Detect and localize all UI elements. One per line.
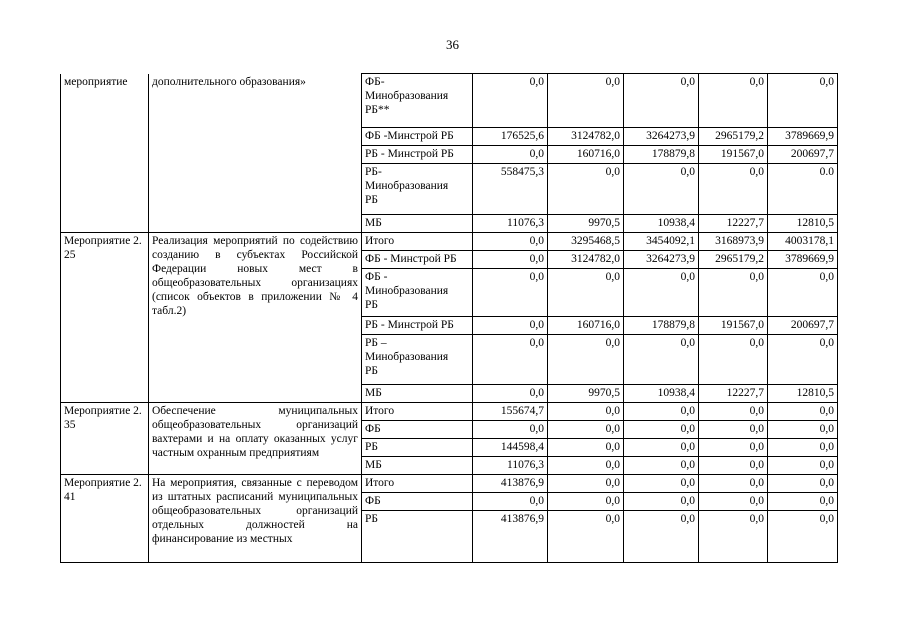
amount-cell-year-3: 0,0 bbox=[624, 74, 699, 128]
amount-cell-year-3: 0,0 bbox=[624, 439, 699, 457]
amount-cell-year-3: 178879,8 bbox=[624, 146, 699, 164]
amount-cell-year-4: 0,0 bbox=[699, 335, 768, 385]
amount-cell-year-1: 0,0 bbox=[473, 269, 548, 317]
amount-cell-year-5: 12810,5 bbox=[768, 215, 838, 233]
amount-cell-year-4: 0,0 bbox=[699, 475, 768, 493]
amount-cell-year-1: 0,0 bbox=[473, 421, 548, 439]
amount-cell-year-4: 0,0 bbox=[699, 457, 768, 475]
amount-cell-year-5: 0,0 bbox=[768, 475, 838, 493]
funding-source: Итого bbox=[362, 475, 473, 493]
amount-cell-year-4: 0,0 bbox=[699, 403, 768, 421]
funding-source: РБ - Минстрой РБ bbox=[362, 146, 473, 164]
amount-cell-year-5: 4003178,1 bbox=[768, 233, 838, 251]
amount-cell-year-4: 0,0 bbox=[699, 421, 768, 439]
amount-cell-year-1: 413876,9 bbox=[473, 511, 548, 563]
amount-cell-year-2: 0,0 bbox=[548, 475, 624, 493]
amount-cell-year-5: 0,0 bbox=[768, 421, 838, 439]
amount-cell-year-1: 0,0 bbox=[473, 146, 548, 164]
amount-cell-year-2: 0,0 bbox=[548, 335, 624, 385]
table-row bbox=[61, 74, 838, 128]
amount-cell-year-4: 0,0 bbox=[699, 269, 768, 317]
amount-cell-year-5: 0,0 bbox=[768, 511, 838, 563]
amount-cell-year-1: 0,0 bbox=[473, 251, 548, 269]
amount-cell-year-5: 200697,7 bbox=[768, 146, 838, 164]
activity-name: Мероприятие 2.41 bbox=[61, 475, 149, 563]
funding-source: РБ- Минобразования РБ bbox=[362, 164, 473, 215]
amount-cell-year-2: 0,0 bbox=[548, 269, 624, 317]
financing-table bbox=[60, 73, 838, 563]
amount-cell-year-1: 0,0 bbox=[473, 493, 548, 511]
funding-source: ФБ bbox=[362, 421, 473, 439]
amount-cell-year-4: 12227,7 bbox=[699, 385, 768, 403]
amount-cell-year-5: 3789669,9 bbox=[768, 251, 838, 269]
amount-cell-year-4: 0,0 bbox=[699, 511, 768, 563]
amount-cell-year-5: 3789669,9 bbox=[768, 128, 838, 146]
funding-source: Итого bbox=[362, 403, 473, 421]
amount-cell-year-2: 0,0 bbox=[548, 164, 624, 215]
amount-cell-year-4: 191567,0 bbox=[699, 317, 768, 335]
amount-cell-year-2: 0,0 bbox=[548, 493, 624, 511]
table-body bbox=[61, 74, 838, 563]
amount-cell-year-5: 0,0 bbox=[768, 403, 838, 421]
amount-cell-year-5: 0,0 bbox=[768, 269, 838, 317]
amount-cell-year-3: 3264273,9 bbox=[624, 128, 699, 146]
page-number: 36 bbox=[446, 37, 459, 52]
amount-cell-year-2: 0,0 bbox=[548, 421, 624, 439]
amount-cell-year-2: 0,0 bbox=[548, 511, 624, 563]
amount-cell-year-2: 9970,5 bbox=[548, 215, 624, 233]
amount-cell-year-1: 558475,3 bbox=[473, 164, 548, 215]
amount-cell-year-1: 0,0 bbox=[473, 385, 548, 403]
amount-cell-year-3: 0,0 bbox=[624, 164, 699, 215]
funding-source: РБ bbox=[362, 511, 473, 563]
amount-cell-year-5: 0,0 bbox=[768, 335, 838, 385]
amount-cell-year-5: 0,0 bbox=[768, 493, 838, 511]
amount-cell-year-3: 0,0 bbox=[624, 335, 699, 385]
funding-source: МБ bbox=[362, 385, 473, 403]
amount-cell-year-2: 3124782,0 bbox=[548, 251, 624, 269]
amount-cell-year-2: 160716,0 bbox=[548, 146, 624, 164]
amount-cell-year-3: 0,0 bbox=[624, 511, 699, 563]
amount-cell-year-1: 0,0 bbox=[473, 317, 548, 335]
amount-cell-year-3: 0,0 bbox=[624, 475, 699, 493]
activity-name: Мероприятие 2.25 bbox=[61, 233, 149, 403]
table-row bbox=[61, 475, 838, 493]
amount-cell-year-4: 0,0 bbox=[699, 439, 768, 457]
amount-cell-year-3: 178879,8 bbox=[624, 317, 699, 335]
amount-cell-year-3: 3264273,9 bbox=[624, 251, 699, 269]
funding-source: ФБ - Минстрой РБ bbox=[362, 251, 473, 269]
amount-cell-year-3: 10938,4 bbox=[624, 385, 699, 403]
amount-cell-year-2: 3124782,0 bbox=[548, 128, 624, 146]
amount-cell-year-5: 12810,5 bbox=[768, 385, 838, 403]
amount-cell-year-4: 2965179,2 bbox=[699, 251, 768, 269]
amount-cell-year-4: 2965179,2 bbox=[699, 128, 768, 146]
amount-cell-year-4: 12227,7 bbox=[699, 215, 768, 233]
amount-cell-year-5: 0.0 bbox=[768, 164, 838, 215]
amount-cell-year-1: 11076,3 bbox=[473, 457, 548, 475]
activity-name: Мероприятие 2.35 bbox=[61, 403, 149, 475]
amount-cell-year-1: 0,0 bbox=[473, 233, 548, 251]
funding-source: РБ - Минстрой РБ bbox=[362, 317, 473, 335]
funding-source: МБ bbox=[362, 457, 473, 475]
table-row bbox=[61, 403, 838, 421]
amount-cell-year-5: 200697,7 bbox=[768, 317, 838, 335]
amount-cell-year-1: 155674,7 bbox=[473, 403, 548, 421]
funding-source: ФБ bbox=[362, 493, 473, 511]
amount-cell-year-2: 0,0 bbox=[548, 457, 624, 475]
amount-cell-year-3: 10938,4 bbox=[624, 215, 699, 233]
activity-description: На мероприятия, связанные с переводом из штатных расписаний муниципальных общеобразовательных организаций отдельных должностей на финансирование из местных bbox=[149, 475, 362, 563]
funding-source: ФБ- Минобразования РБ** bbox=[362, 74, 473, 128]
amount-cell-year-3: 0,0 bbox=[624, 421, 699, 439]
amount-cell-year-4: 0,0 bbox=[699, 493, 768, 511]
funding-source: ФБ -Минстрой РБ bbox=[362, 128, 473, 146]
activity-description: Реализация мероприятий по содействию созданию в субъектах Российской Федерации новых мест в общеобразовательных организациях (список объектов в приложении № 4 табл.2) bbox=[149, 233, 362, 403]
funding-source: Итого bbox=[362, 233, 473, 251]
amount-cell-year-3: 0,0 bbox=[624, 403, 699, 421]
amount-cell-year-1: 413876,9 bbox=[473, 475, 548, 493]
amount-cell-year-4: 0,0 bbox=[699, 74, 768, 128]
amount-cell-year-2: 0,0 bbox=[548, 74, 624, 128]
amount-cell-year-4: 3168973,9 bbox=[699, 233, 768, 251]
amount-cell-year-1: 0,0 bbox=[473, 335, 548, 385]
funding-source: РБ bbox=[362, 439, 473, 457]
activity-description: дополнительного образования» bbox=[149, 74, 362, 233]
amount-cell-year-3: 0,0 bbox=[624, 493, 699, 511]
amount-cell-year-3: 0,0 bbox=[624, 269, 699, 317]
amount-cell-year-3: 3454092,1 bbox=[624, 233, 699, 251]
funding-source: ФБ - Минобразования РБ bbox=[362, 269, 473, 317]
amount-cell-year-5: 0,0 bbox=[768, 457, 838, 475]
amount-cell-year-2: 3295468,5 bbox=[548, 233, 624, 251]
amount-cell-year-4: 191567,0 bbox=[699, 146, 768, 164]
amount-cell-year-5: 0,0 bbox=[768, 74, 838, 128]
activity-description: Обеспечение муниципальных общеобразовательных организаций вахтерами и на оплату оказанных услуг частным охранным предприятиям bbox=[149, 403, 362, 475]
funding-source: РБ – Минобразования РБ bbox=[362, 335, 473, 385]
funding-source: МБ bbox=[362, 215, 473, 233]
amount-cell-year-4: 0,0 bbox=[699, 164, 768, 215]
activity-name: мероприятие bbox=[61, 74, 149, 233]
table-row bbox=[61, 233, 838, 251]
amount-cell-year-2: 160716,0 bbox=[548, 317, 624, 335]
amount-cell-year-2: 0,0 bbox=[548, 403, 624, 421]
amount-cell-year-1: 176525,6 bbox=[473, 128, 548, 146]
amount-cell-year-1: 11076,3 bbox=[473, 215, 548, 233]
amount-cell-year-5: 0,0 bbox=[768, 439, 838, 457]
amount-cell-year-3: 0,0 bbox=[624, 457, 699, 475]
amount-cell-year-2: 0,0 bbox=[548, 439, 624, 457]
amount-cell-year-1: 144598,4 bbox=[473, 439, 548, 457]
amount-cell-year-2: 9970,5 bbox=[548, 385, 624, 403]
amount-cell-year-1: 0,0 bbox=[473, 74, 548, 128]
